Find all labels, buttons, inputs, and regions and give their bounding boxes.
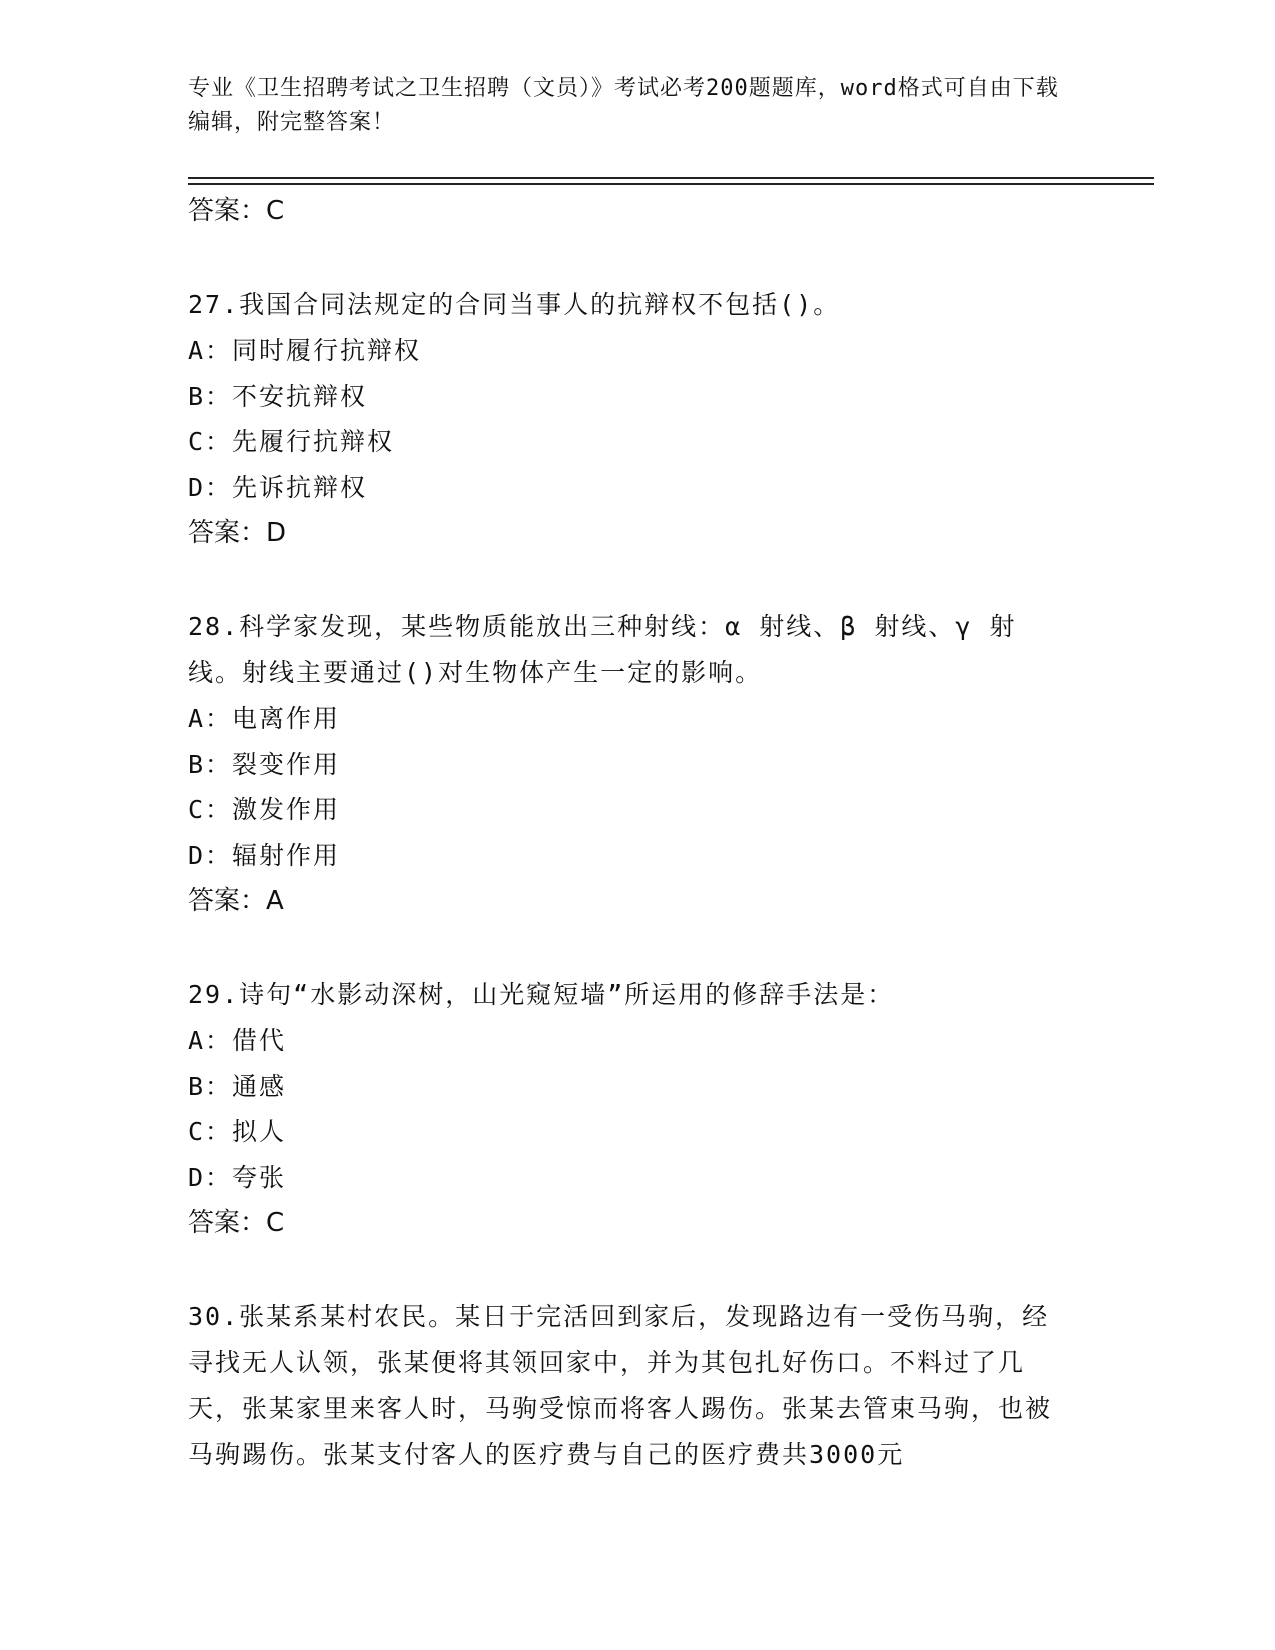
- question-text: 28.科学家发现，某些物质能放出三种射线：α 射线、β 射线、γ 射线。射线主要通过()对生物体产生一定的影响。: [188, 612, 1017, 687]
- option-b: B：不安抗辩权: [188, 381, 368, 411]
- question-text: 27.我国合同法规定的合同当事人的抗辩权不包括()。: [188, 290, 841, 319]
- option-b: B：通感: [188, 1071, 287, 1101]
- answer-line: 答案：D: [188, 518, 287, 548]
- question-block: [188, 1294, 1068, 1478]
- question-block: [188, 604, 1068, 924]
- answer-line: 答案：A: [188, 886, 284, 916]
- option-b: B：裂变作用: [188, 749, 341, 779]
- option-d: D：先诉抗辩权: [188, 472, 368, 502]
- option-d: D：辐射作用: [188, 840, 341, 870]
- question-block: [188, 282, 1068, 556]
- option-d: D：夸张: [188, 1162, 287, 1192]
- option-c: C：拟人: [188, 1117, 287, 1146]
- question-text: 30.张某系某村农民。某日于完活回到家后，发现路边有一受伤马驹，经寻找无人认领，张某便将其领回家中，并为其包扎好伤口。不料过了几天，张某家里来客人时，马驹受惊而将客人踢伤。张某去管束马驹，也被马驹踢伤。张某支付客人的医疗费与自己的医疗费共3000元: [188, 1302, 1053, 1469]
- option-c: C：先履行抗辩权: [188, 427, 395, 456]
- question-text: 29.诗句“水影动深树，山光窥短墙”所运用的修辞手法是：: [188, 980, 895, 1009]
- page-header: 专业《卫生招聘考试之卫生招聘（文员）》考试必考200题题库，word格式可自由下载编辑，附完整答案！: [188, 76, 1059, 135]
- question-block: [188, 972, 1068, 1246]
- header-rule-bottom: [188, 183, 1154, 185]
- option-a: A：电离作用: [188, 704, 341, 733]
- option-a: A：借代: [188, 1026, 287, 1055]
- answer-line: 答案：C: [188, 196, 285, 226]
- option-c: C：激发作用: [188, 795, 341, 824]
- answer-line: 答案：C: [188, 1208, 285, 1238]
- document-body: [188, 188, 1068, 1478]
- header-rule-top: [188, 177, 1154, 179]
- option-a: A：同时履行抗辩权: [188, 336, 422, 365]
